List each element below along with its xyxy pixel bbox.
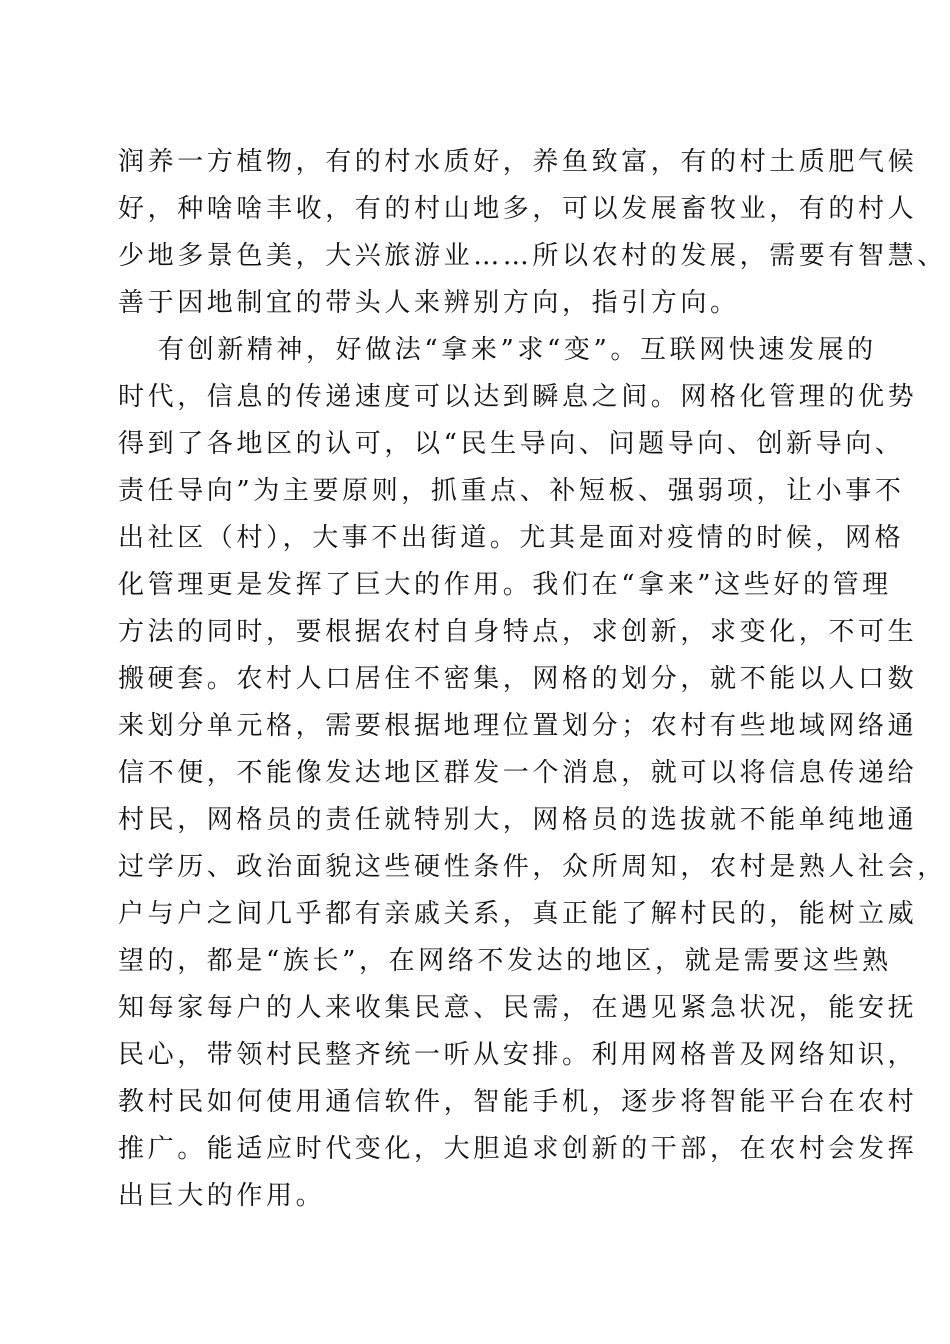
text-line: 村民，网格员的责任就特别大，网格员的选拔就不能单纯地通 xyxy=(118,805,918,835)
text-line: 少地多景色美，大兴旅游业……所以农村的发展，需要有智慧、 xyxy=(118,241,947,271)
text-line: 望的，都是“族长”，在网络不发达的地区，就是需要这些熟 xyxy=(118,946,892,976)
text-line: 时代，信息的传递速度可以达到瞬息之间。网格化管理的优势 xyxy=(118,382,918,412)
paragraph-first-line: 有创新精神，好做法“拿来”求“变”。互联网快速发展的 xyxy=(158,335,877,365)
text-line: 来划分单元格，需要根据地理位置划分；农村有些地域网络通 xyxy=(118,711,918,741)
text-line: 润养一方植物，有的村水质好，养鱼致富，有的村土质肥气候 xyxy=(118,147,918,177)
text-line: 好，种啥啥丰收，有的村山地多，可以发展畜牧业，有的村人 xyxy=(118,194,918,224)
text-line: 过学历、政治面貌这些硬性条件，众所周知，农村是熟人社会， xyxy=(118,852,947,882)
text-line: 化管理更是发挥了巨大的作用。我们在“拿来”这些好的管理 xyxy=(118,570,892,600)
text-line: 出社区（村），大事不出街道。尤其是面对疫情的时候，网格 xyxy=(118,523,905,553)
text-line: 善于因地制宜的带头人来辨别方向，指引方向。 xyxy=(118,288,740,318)
text-line: 推广。能适应时代变化，大胆追求创新的干部，在农村会发挥 xyxy=(118,1134,918,1164)
text-line: 责任导向”为主要原则，抓重点、补短板、强弱项，让小事不 xyxy=(118,476,905,506)
text-line: 教村民如何使用通信软件，智能手机，逐步将智能平台在农村 xyxy=(118,1087,918,1117)
text-line: 得到了各地区的认可，以“民生导向、问题导向、创新导向、 xyxy=(118,429,905,459)
text-line: 户与户之间几乎都有亲戚关系，真正能了解村民的，能树立威 xyxy=(118,899,918,929)
text-line: 信不便，不能像发达地区群发一个消息，就可以将信息传递给 xyxy=(118,758,918,788)
text-line: 方法的同时，要根据农村自身特点，求创新，求变化，不可生 xyxy=(118,617,918,647)
text-line: 民心，带领村民整齐统一听从安排。利用网格普及网络知识， xyxy=(118,1040,918,1070)
text-line: 知每家每户的人来收集民意、民需，在遇见紧急状况，能安抚 xyxy=(118,993,918,1023)
text-line: 搬硬套。农村人口居住不密集，网格的划分，就不能以人口数 xyxy=(118,664,918,694)
text-line: 出巨大的作用。 xyxy=(118,1181,326,1211)
